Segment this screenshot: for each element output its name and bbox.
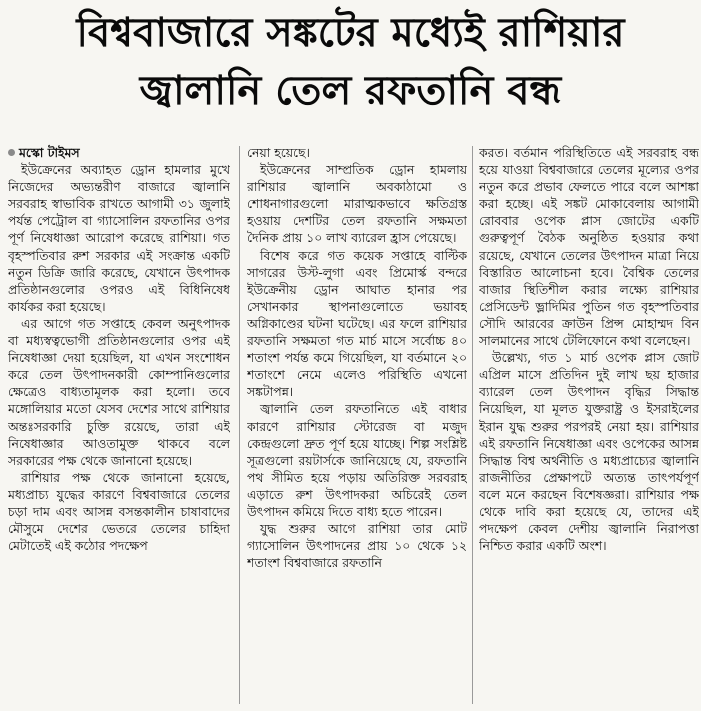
headline [0, 4, 701, 120]
paragraph: করত। বর্তমান পরিস্থিতিতে এই সরবরাহ বন্ধ হয়ে যাওয়া বিশ্ববাজারে তেলের মূল্যের ওপর নতুন করে প্রভাব ফেলতে পারে বলে আশঙ্কা করা হচ্ছে। এই সঙ্কট মোকাবেলায় আগামী রোববার ওপেক প্লাস জোটের একটি গুরুত্বপূর্ণ বৈঠক অনুষ্ঠিত হওয়ার কথা রয়েছে, যেখানে তেলের উৎপাদন মাত্রা নিয়ে বিস্তারিত আলোচনা হবে। বৈশ্বিক তেলের বাজার স্থিতিশীল করার লক্ষ্যে রাশিয়ার প্রেসিডেন্ট ভ্লাদিমির পুতিন গত বৃহস্পতিবার সৌদি আরবের ক্রাউন প্রিন্স মোহাম্মদ বিন সালমানের সাথে টেলিফোনে কথা বলেছেন। [479, 145, 699, 349]
paragraph: জ্বালানি তেল রফতানিতে এই বাধার কারণে রাশিয়ার স্টোরেজ বা মজুদ কেন্দ্রগুলো দ্রুত পূর্ণ হয়ে যাচ্ছে। শিল্প সংশ্লিষ্ট সূত্রগুলো রয়টার্সকে জানিয়েছে যে, রফতানি পথ সীমিত হয়ে পড়ায় অতিরিক্ত সরবরাহ এড়াতে রুশ উৎপাদকরা অচিরেই তেল উৎপাদন কমিয়ে দিতে বাধ্য হতে পারেন। [247, 401, 467, 519]
bullet-icon [8, 149, 15, 156]
paragraph: রাশিয়ার পক্ষ থেকে জানানো হয়েছে, মধ্যপ্রাচ্য যুদ্ধের কারণে বিশ্ববাজারে তেলের চড়া দাম এবং আসন্ন বসন্তকালীন চাষাবাদের মৌসুমে দেশের ভেতরে তেলের চাহিদা মেটাতেই এই কঠোর পদক্ষেপ [8, 469, 230, 554]
paragraph: এর আগে গত সপ্তাহে কেবল অনুৎপাদক বা মধ্যস্বত্বভোগী প্রতিষ্ঠানগুলোর ওপর এই নিষেধাজ্ঞা দেয়া হয়েছিল, যা এখন সংশোধন করে তেল উৎপাদনকারী কোম্পানিগুলোর ক্ষেত্রেও বাধ্যতামূলক করা হলো। তবে মঙ্গোলিয়ার মতো যেসব দেশের সাথে রাশিয়ার অন্তঃসরকারি চুক্তি রয়েছে, তারা এই নিষেধাজ্ঞার আওতামুক্ত থাকবে বলে সরকারের পক্ষ থেকে জানানো হয়েছে। [8, 315, 230, 468]
byline-text: মস্কো টাইমস [19, 145, 80, 160]
article-column-2 [247, 144, 467, 710]
column-divider [472, 146, 473, 704]
paragraph: উল্লেখ্য, গত ১ মার্চ ওপেক প্লাস জোট এপ্রিল মাসে প্রতিদিন দুই লাখ ছয় হাজার ব্যারেল তেল উৎপাদন বৃদ্ধির সিদ্ধান্ত নিয়েছিল, যা মূলত যুক্তরাষ্ট্র ও ইসরাইলের ইরান যুদ্ধ শুরুর পরপরই নেয়া হয়। রাশিয়ার এই রফতানি নিষেধাজ্ঞা এবং ওপেকের আসন্ন সিদ্ধান্ত বিশ্ব অর্থনীতি ও মধ্যপ্রাচ্যের জ্বালানি রাজনীতির প্রেক্ষাপটে অত্যন্ত তাৎপর্যপূর্ণ বলে মনে করছেন বিশেষজ্ঞরা। রাশিয়ার পক্ষ থেকে দাবি করা হয়েছে যে, তাদের এই পদক্ষেপ কেবল দেশীয় জ্বালানি নিরাপত্তা নিশ্চিত করার একটি অংশ। [479, 350, 699, 554]
paragraph: নেয়া হয়েছে। [247, 145, 310, 160]
byline [8, 144, 230, 161]
headline-line-1: বিশ্ববাজারে সঙ্কটের মধ্যেই রাশিয়ার [76, 10, 625, 56]
paragraph: বিশেষ করে গত কয়েক সপ্তাহে বাল্টিক সাগরের উস্ট-লুগা এবং প্রিমোর্স্ক বন্দরে ইউক্রেনীয় ড্রোন আঘাত হানার পর সেখানকার স্থাপনাগুলোতে ভয়াবহ অগ্নিকাণ্ডের ঘটনা ঘটেছে। এর ফলে রাশিয়ার রফতানি সক্ষমতা গত মার্চ মাসে সর্বোচ্চ ৪০ শতাংশ পর্যন্ত কমে গিয়েছিল, যা বর্তমানে ২০ শতাংশে নেমে এলেও পরিস্থিতি এখনো সঙ্কটাপন্ন। [247, 247, 467, 400]
article-column-1 [8, 144, 230, 710]
paragraph: ইউক্রেনের সাম্প্রতিক ড্রোন হামলায় রাশিয়ার জ্বালানি অবকাঠামো ও শোধনাগারগুলো মারাত্মকভাবে ক্ষতিগ্রস্ত হওয়ায় দেশটির তেল রফতানি সক্ষমতা দৈনিক প্রায় ১০ লাখ ব্যারেল হ্রাস পেয়েছে। [247, 162, 467, 246]
paragraph: যুদ্ধ শুরুর আগে রাশিয়া তার মোট গ্যাসোলিন উৎপাদনের প্রায় ১০ থেকে ১২ শতাংশ বিশ্ববাজারে রফতানি [247, 521, 467, 571]
paragraph: ইউক্রেনের অব্যাহত ড্রোন হামলার মুখে নিজেদের অভ্যন্তরীণ বাজারে জ্বালানি সরবরাহ স্বাভাবিক রাখতে আগামী ৩১ জুলাই পর্যন্ত পেট্রোল বা গ্যাসোলিন রফতানির ওপর পূর্ণ নিষেধাজ্ঞা আরোপ করেছে রাশিয়া। গত বৃহস্পতিবার রুশ সরকার এই সংক্রান্ত একটি নতুন ডিক্রি জারি করেছে, যেখানে উৎপাদক প্রতিষ্ঠানগুলোর ওপরও এই বিধিনিষেধ কার্যকর করা হয়েছে। [8, 162, 230, 314]
column-divider [239, 146, 240, 704]
article-column-3 [479, 144, 699, 710]
headline-line-2: জ্বালানি তেল রফতানি বন্ধ [139, 68, 562, 114]
